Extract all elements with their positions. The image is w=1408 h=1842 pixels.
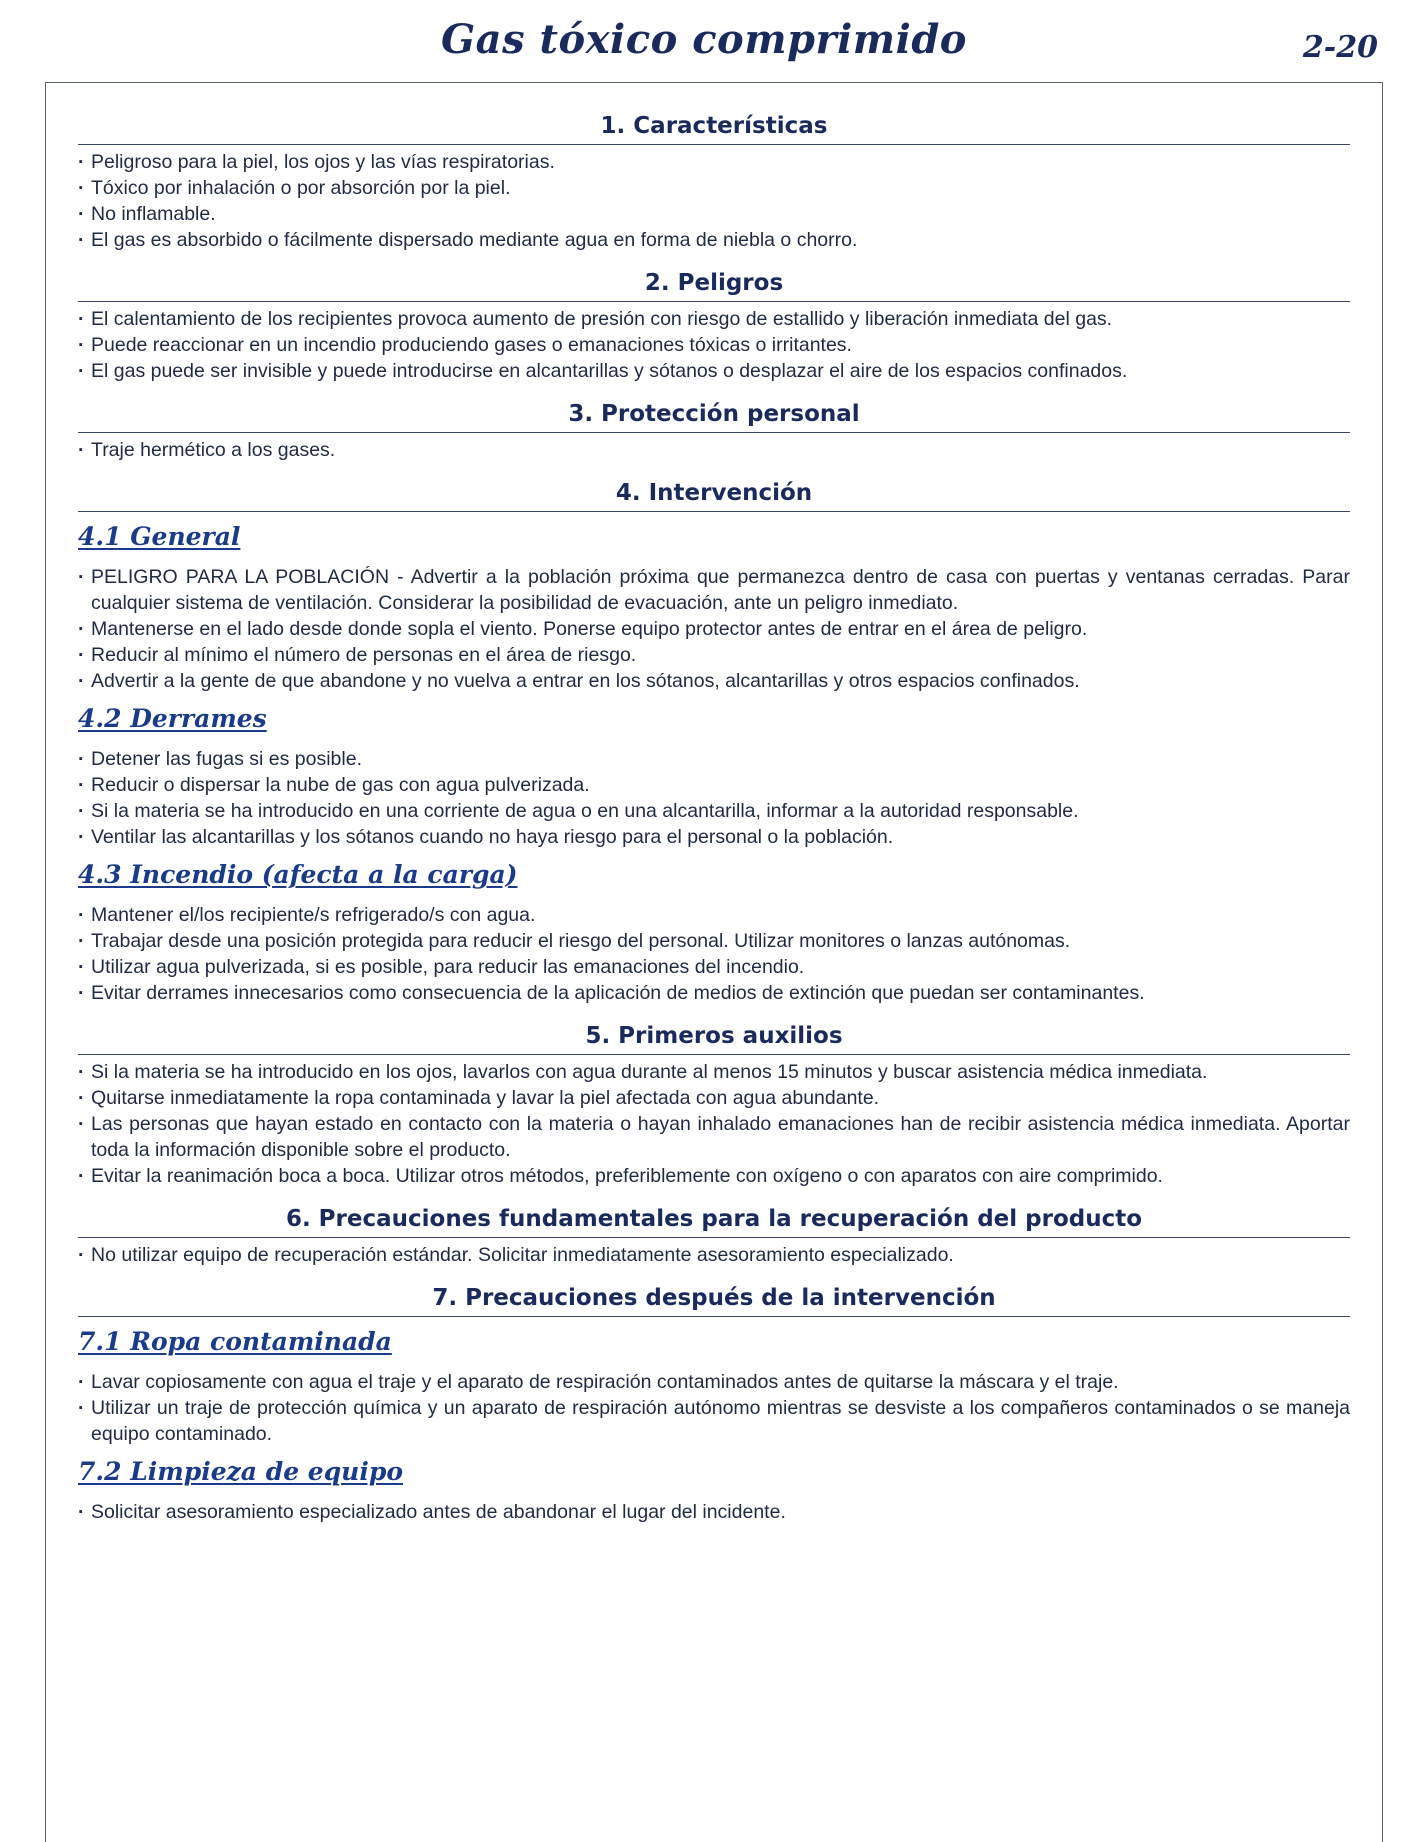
list-item: · Peligroso para la piel, los ojos y las vías respiratorias. bbox=[78, 149, 1350, 175]
list-item: · Detener las fugas si es posible. bbox=[78, 746, 1350, 772]
item-list bbox=[78, 746, 1350, 850]
page-header bbox=[0, 0, 1408, 80]
list-item: · Reducir al mínimo el número de personas en el área de riesgo. bbox=[78, 642, 1350, 668]
section-heading: 2. Peligros bbox=[78, 269, 1350, 302]
list-item: · Mantenerse en el lado desde donde sopla el viento. Ponerse equipo protector antes de entrar en el área de peligro. bbox=[78, 616, 1350, 642]
subsection-title-derrames: 4.2 Derrames bbox=[78, 704, 267, 733]
list-item: · Quitarse inmediatamente la ropa contaminada y lavar la piel afectada con agua abundante. bbox=[78, 1085, 1350, 1111]
document-title: Gas tóxico comprimido bbox=[441, 16, 967, 63]
list-item: · No utilizar equipo de recuperación estándar. Solicitar inmediatamente asesoramiento especializado. bbox=[78, 1242, 1350, 1268]
item-list bbox=[78, 902, 1350, 1006]
item-list bbox=[78, 1059, 1350, 1189]
list-item: · Advertir a la gente de que abandone y no vuelva a entrar en los sótanos, alcantarillas y otros espacios confinados. bbox=[78, 668, 1350, 694]
list-item: · Utilizar agua pulverizada, si es posible, para reducir las emanaciones del incendio. bbox=[78, 954, 1350, 980]
section-despues-intervencion bbox=[78, 1284, 1350, 1525]
section-proteccion-personal bbox=[78, 400, 1350, 463]
section-heading: 6. Precauciones fundamentales para la recuperación del producto bbox=[78, 1205, 1350, 1238]
item-list bbox=[78, 1242, 1350, 1268]
item-list bbox=[78, 306, 1350, 384]
list-item: · Las personas que hayan estado en contacto con la materia o hayan inhalado emanaciones han de recibir asistencia médica inmediata. Aportar toda la información disponible sobre el producto. bbox=[78, 1111, 1350, 1163]
section-recuperacion-producto bbox=[78, 1205, 1350, 1268]
list-item: · Trabajar desde una posición protegida para reducir el riesgo del personal. Utilizar monitores o lanzas autónomas. bbox=[78, 928, 1350, 954]
page-number: 2-20 bbox=[1302, 30, 1378, 65]
list-item: · Reducir o dispersar la nube de gas con agua pulverizada. bbox=[78, 772, 1350, 798]
section-peligros bbox=[78, 269, 1350, 384]
item-list bbox=[78, 437, 1350, 463]
list-item: · Lavar copiosamente con agua el traje y el aparato de respiración contaminados antes de quitarse la máscara y el traje. bbox=[78, 1369, 1350, 1395]
list-item: · Si la materia se ha introducido en una corriente de agua o en una alcantarilla, informar a la autoridad responsable. bbox=[78, 798, 1350, 824]
list-item: · Puede reaccionar en un incendio produciendo gases o emanaciones tóxicas o irritantes. bbox=[78, 332, 1350, 358]
section-heading: 5. Primeros auxilios bbox=[78, 1022, 1350, 1055]
list-item: · El calentamiento de los recipientes provoca aumento de presión con riesgo de estallido y liberación inmediata del gas. bbox=[78, 306, 1350, 332]
section-primeros-auxilios bbox=[78, 1022, 1350, 1189]
item-list bbox=[78, 564, 1350, 694]
section-heading: 3. Protección personal bbox=[78, 400, 1350, 433]
list-item: · Mantener el/los recipiente/s refrigerado/s con agua. bbox=[78, 902, 1350, 928]
section-intervencion bbox=[78, 479, 1350, 1006]
subsection-title-incendio: 4.3 Incendio (afecta a la carga) bbox=[78, 860, 518, 889]
item-list bbox=[78, 1499, 1350, 1525]
list-item: · Solicitar asesoramiento especializado antes de abandonar el lugar del incidente. bbox=[78, 1499, 1350, 1525]
list-item: · El gas puede ser invisible y puede introducirse en alcantarillas y sótanos o desplazar el aire de los espacios confinados. bbox=[78, 358, 1350, 384]
section-caracteristicas bbox=[78, 112, 1350, 253]
section-heading: 4. Intervención bbox=[78, 479, 1350, 512]
section-heading: 7. Precauciones después de la intervención bbox=[78, 1284, 1350, 1317]
list-item: · Tóxico por inhalación o por absorción por la piel. bbox=[78, 175, 1350, 201]
section-heading: 1. Características bbox=[78, 112, 1350, 145]
list-item: · Si la materia se ha introducido en los ojos, lavarlos con agua durante al menos 15 minutos y buscar asistencia médica inmediata. bbox=[78, 1059, 1350, 1085]
list-item: · Ventilar las alcantarillas y los sótanos cuando no haya riesgo para el personal o la población. bbox=[78, 824, 1350, 850]
item-list bbox=[78, 1369, 1350, 1447]
list-item: · PELIGRO PARA LA POBLACIÓN - Advertir a la población próxima que permanezca dentro de casa con puertas y ventanas cerradas. Parar cualquier sistema de ventilación. Considerar la posibilidad de evacuación, ante un peligro inmediato. bbox=[78, 564, 1350, 616]
list-item: · Utilizar un traje de protección química y un aparato de respiración autónomo mientras se desviste a los compañeros contaminados o se maneja equipo contaminado. bbox=[78, 1395, 1350, 1447]
subsection-title-limpieza-equipo: 7.2 Limpieza de equipo bbox=[78, 1457, 404, 1486]
list-item: · No inflamable. bbox=[78, 201, 1350, 227]
item-list bbox=[78, 149, 1350, 253]
subsection-title-ropa-contaminada: 7.1 Ropa contaminada bbox=[78, 1327, 392, 1356]
list-item: · Evitar la reanimación boca a boca. Utilizar otros métodos, preferiblemente con oxígeno o con aparatos con aire comprimido. bbox=[78, 1163, 1350, 1189]
list-item: · Traje hermético a los gases. bbox=[78, 437, 1350, 463]
list-item: · El gas es absorbido o fácilmente dispersado mediante agua en forma de niebla o chorro. bbox=[78, 227, 1350, 253]
list-item: · Evitar derrames innecesarios como consecuencia de la aplicación de medios de extinción que puedan ser contaminantes. bbox=[78, 980, 1350, 1006]
document-body bbox=[78, 112, 1350, 1525]
subsection-title-general: 4.1 General bbox=[78, 522, 241, 551]
